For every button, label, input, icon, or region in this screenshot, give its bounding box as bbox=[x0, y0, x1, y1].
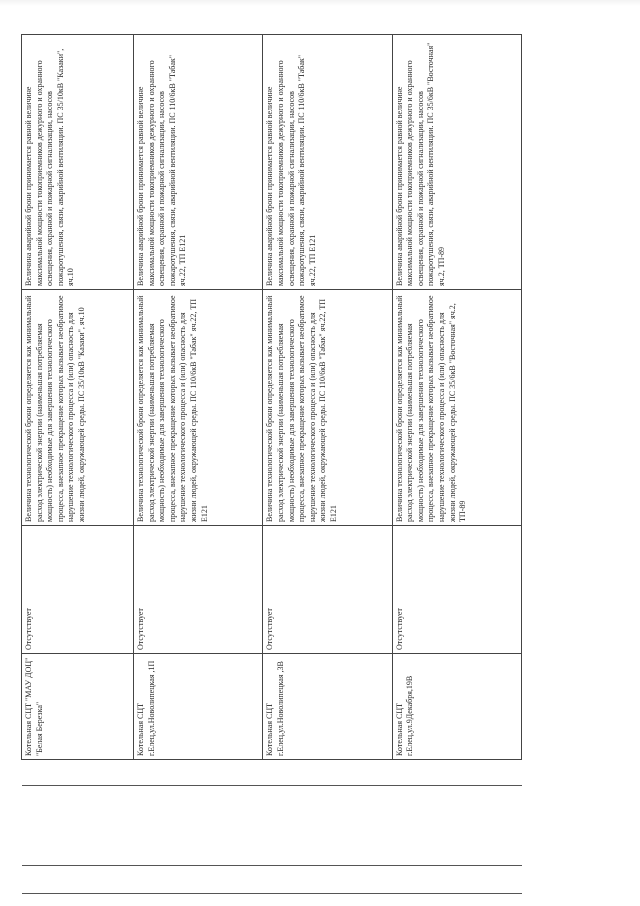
footer-rule bbox=[22, 785, 522, 786]
scan-edge bbox=[0, 0, 640, 6]
emergency-armor-cell: Величина аварийной брони принимается равной величине максимальной мощности токоприемников дежурного и охранного освещения, охранной и пожарной сигнализации, насосов пожаротушения, связи, аварийной вентиляции. ПС 35/10кВ "Казаки", яч.10 bbox=[22, 35, 134, 290]
table-row bbox=[22, 35, 134, 760]
footer-rule bbox=[22, 865, 522, 866]
emergency-armor-cell: Величина аварийной брони принимается равной величине максимальной мощности токоприемников дежурного и охранного освещения, охранной и пожарной сигнализации, насосов пожаротушения, связи, аварийной вентиляции. ПС 35/6кВ "Восточная" яч.2, ТП-89 bbox=[392, 35, 521, 290]
table-row bbox=[392, 35, 521, 760]
emergency-armor-cell: Величина аварийной брони принимается равной величине максимальной мощности токоприемников дежурного и охранного освещения, охранной и пожарной сигнализации, насосов пожаротушения, связи, аварийной вентиляции. ПС 110/6кВ "Табак" яч.22, ТП Е121 bbox=[134, 35, 263, 290]
emergency-source-cell: Отсутствует bbox=[263, 526, 392, 654]
emergency-source-cell: Отсутствует bbox=[392, 526, 521, 654]
boiler-name-cell: Котельная СЦТ "МАУ ДОЦ" "Белая Березка" bbox=[22, 654, 134, 760]
emergency-source-cell: Отсутствует bbox=[134, 526, 263, 654]
boiler-name-cell: Котельная СЦТ г.Елец,ул.Новолипецкая ,1П bbox=[134, 654, 263, 760]
tech-armor-cell: Величина технологической брони определяется как минимальный расход электрической энергии (наименьшая потребляемая мощность) необходимые для завершения технологического процесса, внезапное прекращение которых вызывает необратимое нарушение технологического процесса и (или) опасность для жизни людей, окружающей среды. ПС 110/6кВ "Табак" яч.22, ТП Е121 bbox=[134, 290, 263, 526]
boiler-name-cell: Котельная СЦТ г.Елец,ул.Новолипецкая ,3В bbox=[263, 654, 392, 760]
emergency-source-cell: Отсутствует bbox=[22, 526, 134, 654]
tech-armor-cell: Величина технологической брони определяется как минимальный расход электрической энергии (наименьшая потребляемая мощность) необходимые для завершения технологического процесса, внезапное прекращение которых вызывает необратимое нарушение технологического процесса и (или) опасность для жизни людей, окружающей среды. ПС 35/6кВ "Восточная" яч.2, ТП-89 bbox=[392, 290, 521, 526]
rotated-page bbox=[21, 35, 522, 760]
tech-armor-cell: Величина технологической брони определяется как минимальный расход электрической энергии (наименьшая потребляемая мощность) необходимые для завершения технологического процесса, внезапное прекращение которых вызывает необратимое нарушение технологического процесса и (или) опасность для жизни людей, окружающей среды. ПС 110/6кВ "Табак" яч.22, ТП Е121 bbox=[263, 290, 392, 526]
table-row bbox=[263, 35, 392, 760]
reservation-table bbox=[21, 34, 522, 760]
boiler-name-cell: Котельная СЦТ г.Елец,ул.9Декабря,19В bbox=[392, 654, 521, 760]
table-row bbox=[134, 35, 263, 760]
footer-rule bbox=[22, 893, 522, 894]
tech-armor-cell: Величина технологической брони определяется как минимальный расход электрической энергии (наименьшая потребляемая мощность) необходимые для завершения технологического процесса, внезапное прекращение которых вызывает необратимое нарушение технологического процесса и (или) опасность для жизни людей, окружающей среды. ПС 35/10кВ "Казаки", яч.10 bbox=[22, 290, 134, 526]
emergency-armor-cell: Величина аварийной брони принимается равной величине максимальной мощности токоприемников дежурного и охранного освещения, охранной и пожарной сигнализации, насосов пожаротушения, связи, аварийной вентиляции. ПС 110/6кВ "Табак" яч.22, ТП Е121 bbox=[263, 35, 392, 290]
